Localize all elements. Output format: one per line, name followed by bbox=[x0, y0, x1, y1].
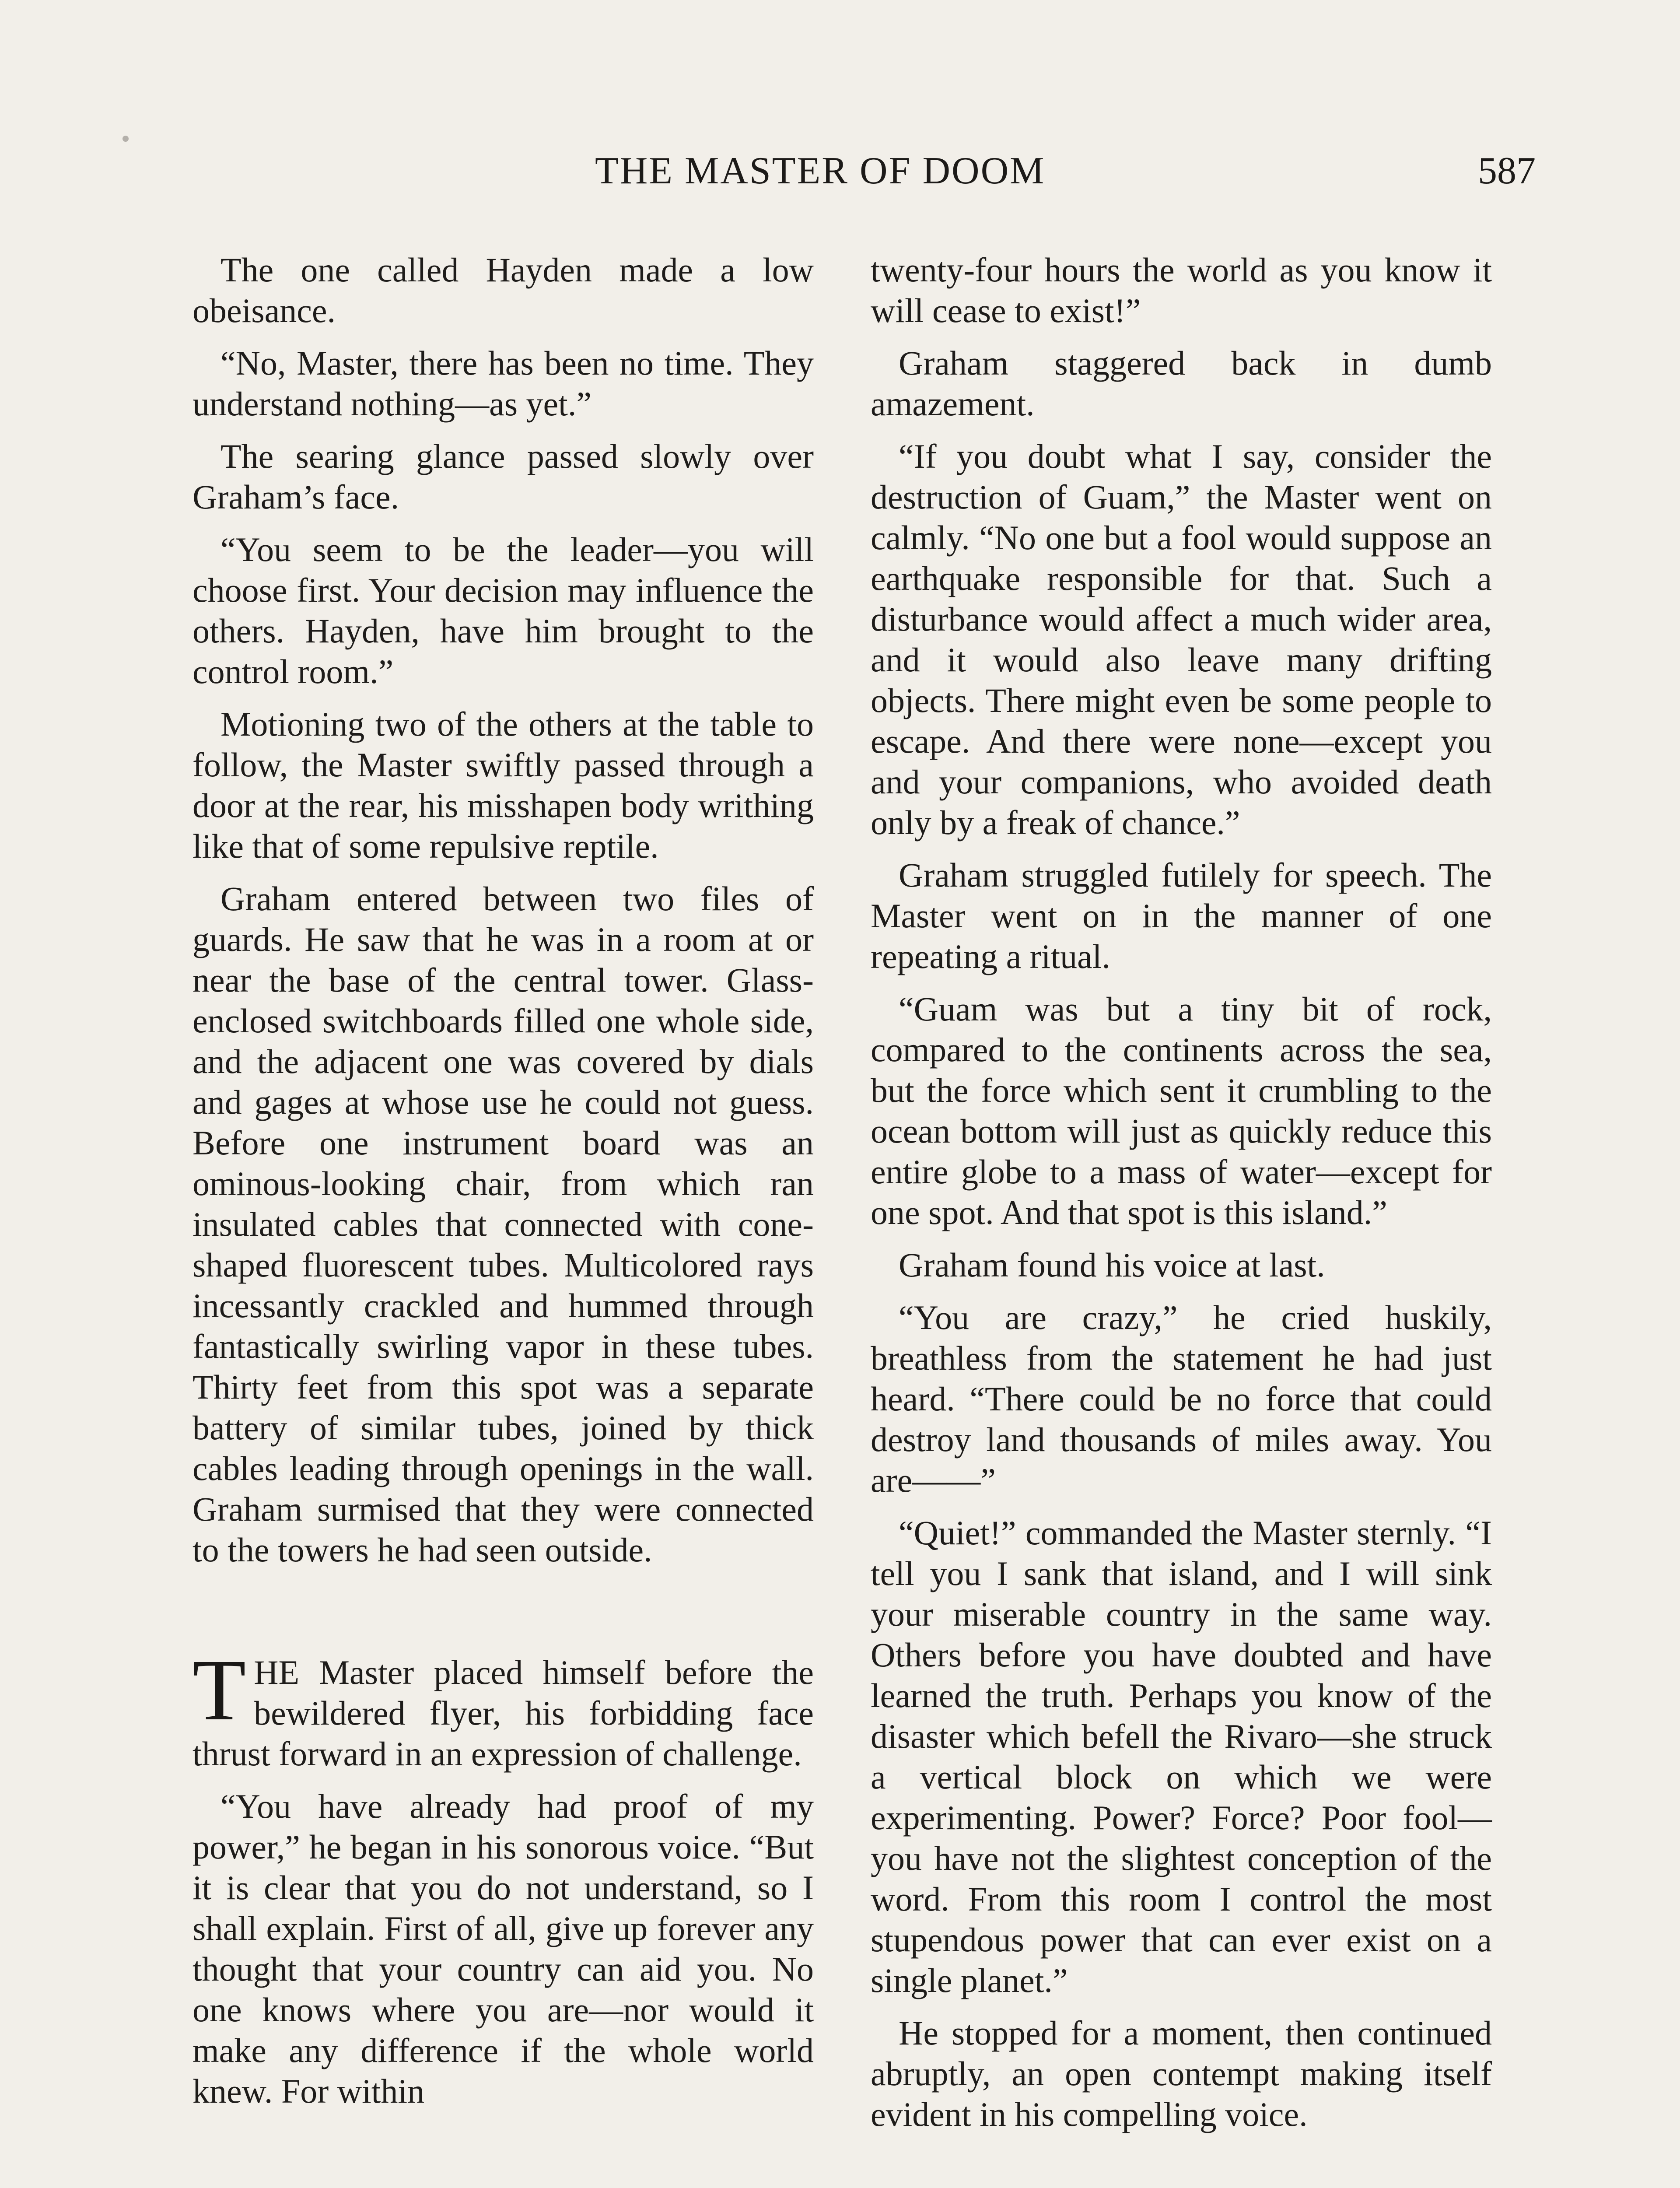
dropcap-paragraph-text: Master placed himself before the bewildered flyer, his forbidding face thrust forward in an expression of challenge. bbox=[192, 1653, 814, 1773]
section-break bbox=[192, 1582, 814, 1652]
page-number: 587 bbox=[1478, 150, 1536, 192]
paragraph: Graham staggered back in dumb amazement. bbox=[871, 344, 1492, 423]
running-title: THE MASTER OF DOOM bbox=[595, 150, 1046, 192]
paragraph: Graham struggled futilely for speech. The Master went on in the manner of one repeating a ritual. bbox=[871, 856, 1492, 975]
ink-speck bbox=[122, 136, 129, 142]
continued-paragraph: twenty-four hours the world as you know it will cease to exist!” bbox=[871, 251, 1492, 330]
paragraph: “You are crazy,” he cried huskily, breathless from the statement he had just heard. “There could be no force that could destroy land thousands of miles away. You are——” bbox=[871, 1298, 1492, 1499]
paragraph: “Quiet!” commanded the Master sternly. “I tell you I sank that island, and I will sink your miserable country in the same way. Others before you have doubted and have learned the truth. Perhaps you know of the disaster which befell the Rivaro—she struck a vertical block on which we were experimenting. Power? Force? Poor fool—you have not the slightest conception of the word. From this room I control the most stupendous power that can ever exist on a single planet.” bbox=[871, 1514, 1492, 1999]
paragraph: The one called Hayden made a low obeisance. bbox=[192, 251, 814, 330]
paragraph: He stopped for a moment, then continued abruptly, an open contempt making itself evident in his compelling voice. bbox=[871, 2014, 1492, 2133]
drop-cap-letter: T bbox=[192, 1642, 246, 1739]
paragraph: Graham entered between two files of guards. He saw that he was in a room at or near the base of the central tower. Glass-enclosed switchboards filled one whole side, and the adjacent one was covered by dials and gages at whose use he could not guess. Before one instrument board was an ominous-looking chair, from which ran insulated cables that connected with cone-shaped fluorescent tubes. Multicolored rays incessantly crackled and hummed through fantastically swirling vapor in these tubes. Thirty feet from this spot was a separate battery of similar tubes, joined by thick cables leading through openings in the wall. Graham surmised that they were connected to the towers he had seen outside. bbox=[192, 880, 814, 1569]
paragraph: “If you doubt what I say, consider the destruction of Guam,” the Master went on calmly. “No one but a fool would suppose an earthquake responsible for that. Such a disturbance would affect a much wider area, and it would also leave many drifting objects. There might even be some people to escape. And there were none—except you and your companions, who avoided death only by a freak of chance.” bbox=[871, 437, 1492, 842]
paragraph: “You have already had proof of my power,” he began in his sonorous voice. “But it is clear that you do not understand, so I shall explain. First of all, give up forever any thought that your country can aid you. No one knows where you are—nor would it make any difference if the whole world knew. For within bbox=[192, 1787, 814, 2110]
left-column bbox=[192, 249, 814, 2123]
smallcaps-word: HE bbox=[254, 1653, 300, 1691]
paragraph: Graham found his voice at last. bbox=[899, 1246, 1325, 1284]
paragraph: “Guam was but a tiny bit of rock, compared to the continents across the sea, but the force which sent it crumbling to the ocean bottom will just as quickly reduce this entire globe to a mass of water—except for one spot. And that spot is this island.” bbox=[871, 990, 1492, 1231]
dropcap-paragraph bbox=[192, 1642, 814, 1774]
right-column bbox=[871, 249, 1492, 2146]
paragraph: The searing glance passed slowly over Graham’s face. bbox=[192, 437, 814, 516]
paragraph: “You seem to be the leader—you will choose first. Your decision may influence the others. Hayden, have him brought to the control room.” bbox=[192, 530, 814, 691]
paragraph: Motioning two of the others at the table to follow, the Master swiftly passed through a door at the rear, his misshapen body writhing like that of some repulsive reptile. bbox=[192, 705, 814, 865]
paragraph: “No, Master, there has been no time. They understand nothing—as yet.” bbox=[192, 344, 814, 423]
